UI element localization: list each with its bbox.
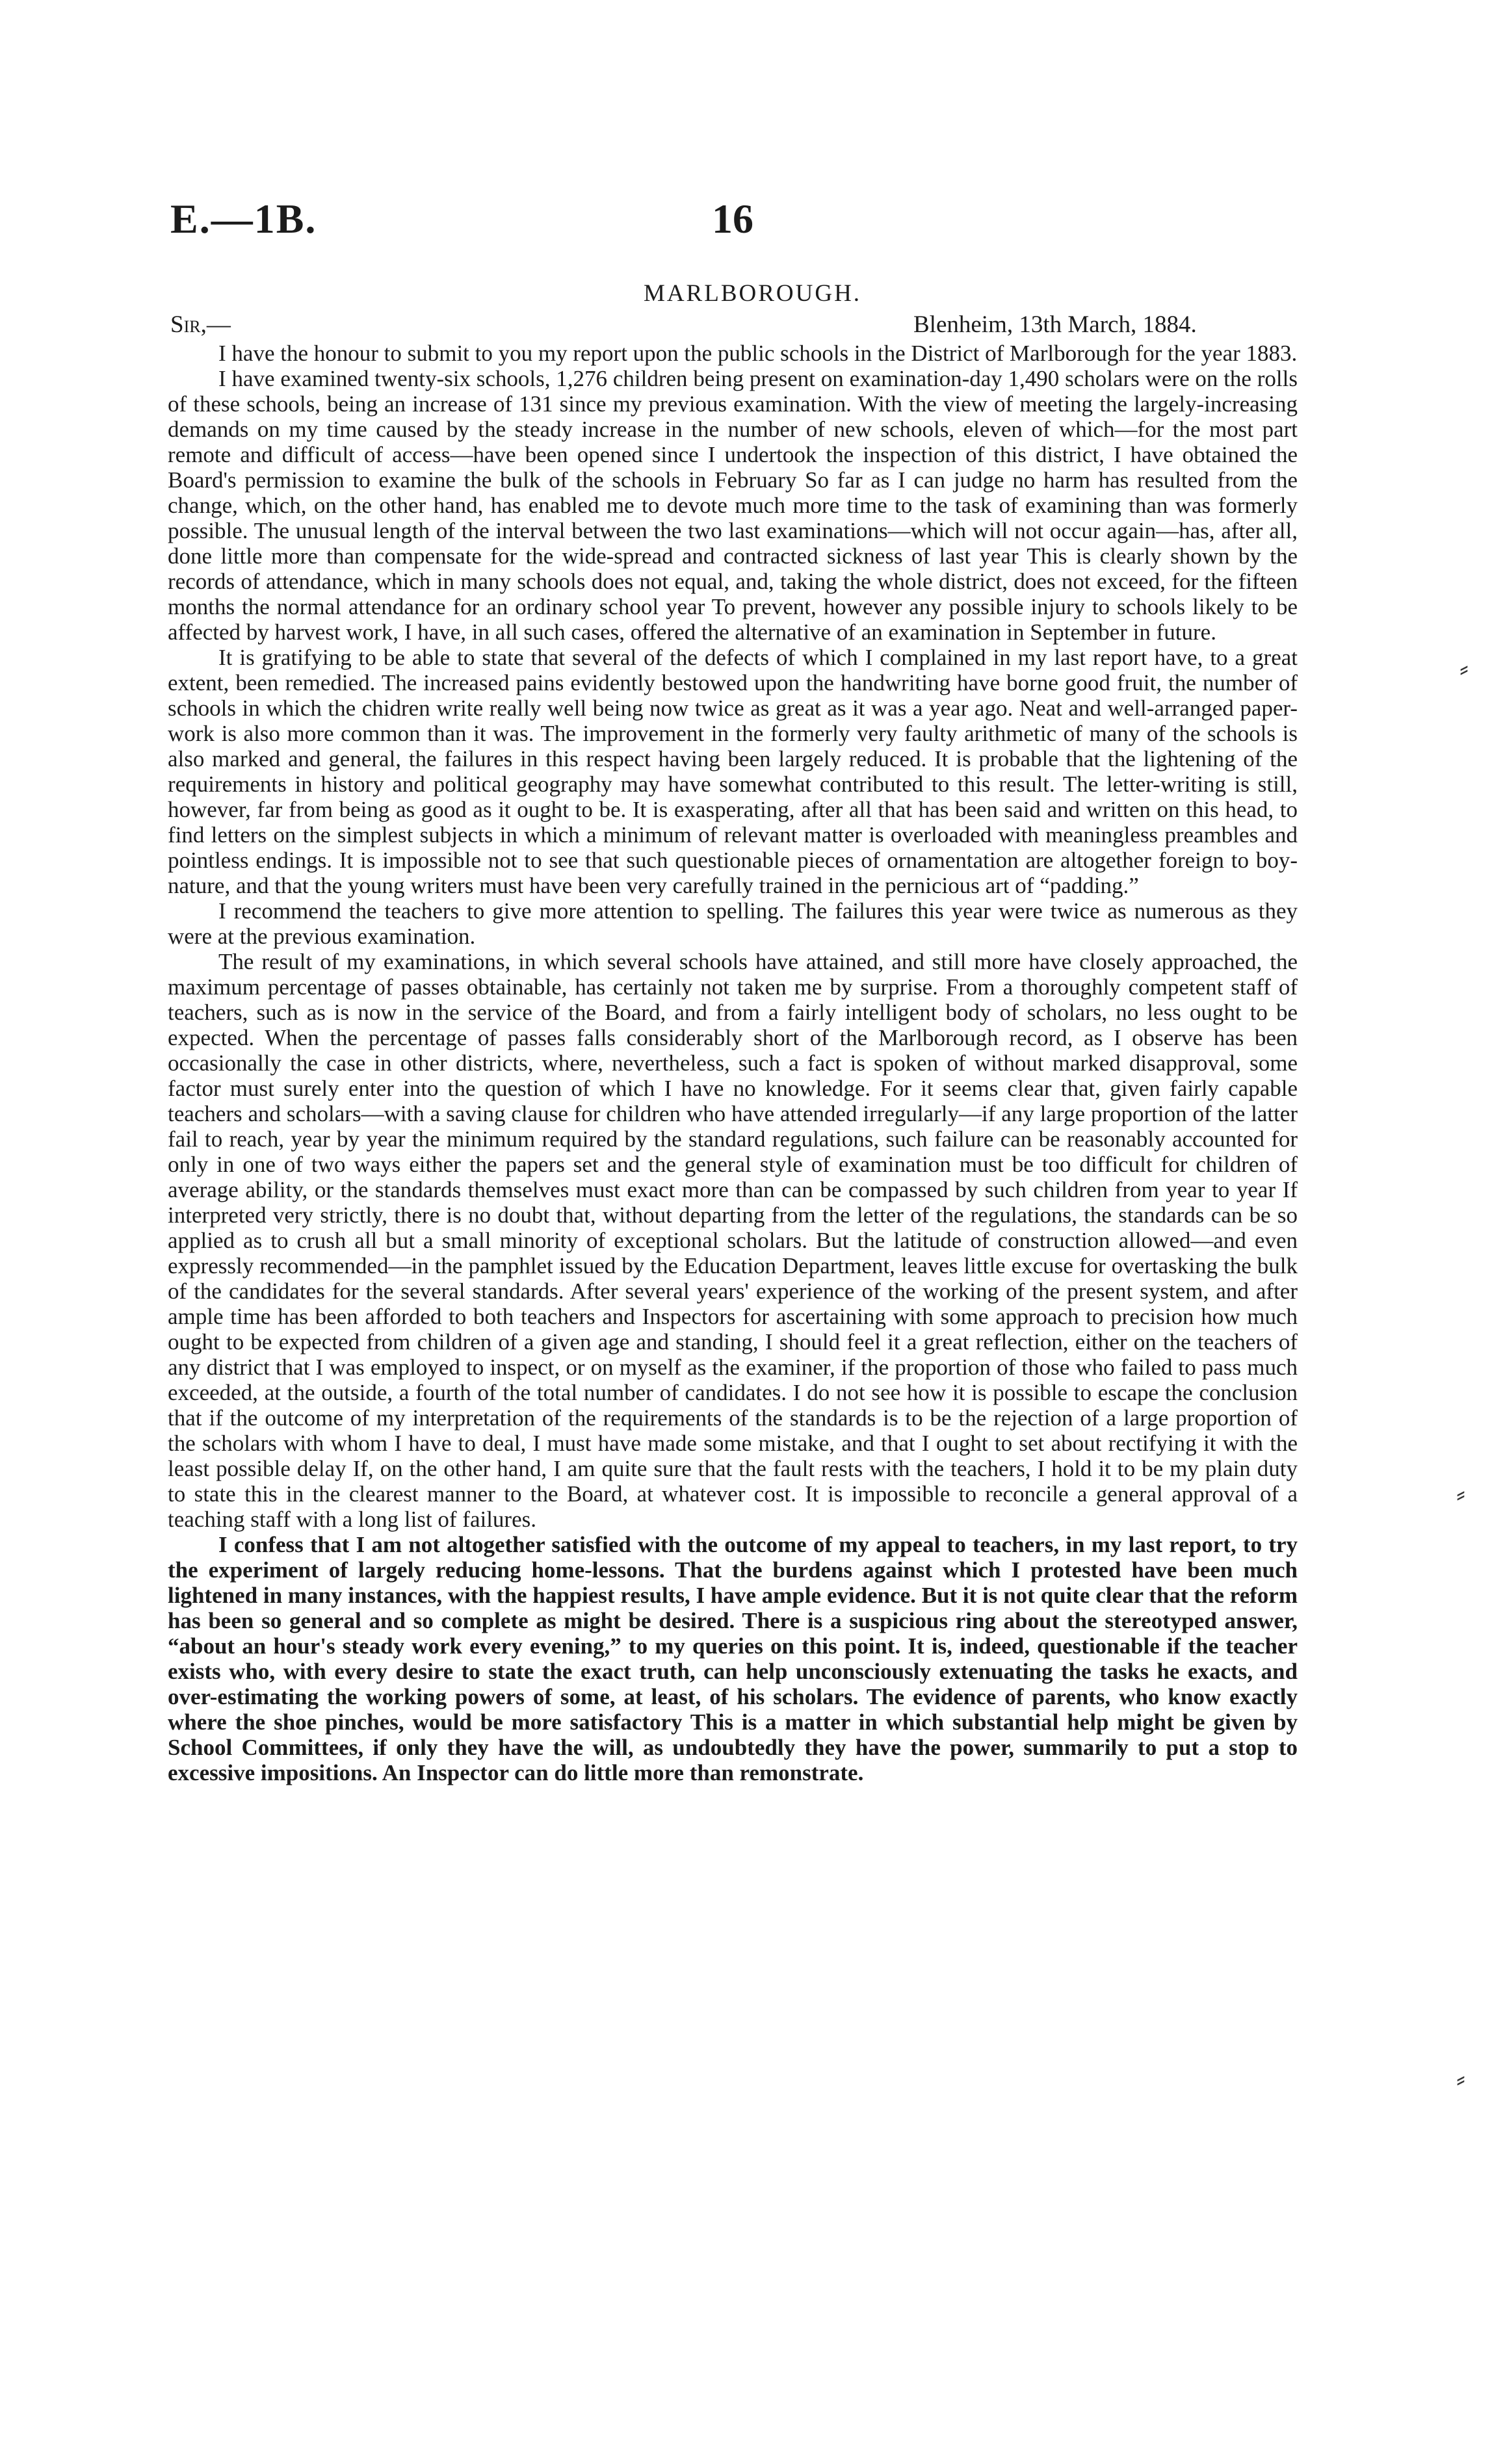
document-reference: E.—1B. xyxy=(170,196,317,242)
page-number: 16 xyxy=(712,196,753,242)
report-body xyxy=(168,341,1298,1785)
paragraph-spelling: I recommend the teachers to give more attention to spelling. The failures this year were twice as numerous as they were at the previous examination. xyxy=(168,898,1298,949)
paragraph-home-lessons: I confess that I am not altogether satisfied with the outcome of my appeal to teachers, in my last report, to try the experiment of largely reducing home-lessons. That the burdens against which I protested have been much lightened in many instances, with the happiest results, I have ample evidence. But it is not quite clear that the reform has been so general and so complete as might be desired. There is a suspicious ring about the stereotyped answer, “about an hour's steady work every evening,” to my queries on this point. It is, indeed, questionable if the teacher exists who, with every desire to state the exact truth, can help unconsciously extenuating the tasks he exacts, and over-estimating the working powers of some, at least, of his scholars. The evidence of parents, who know exactly where the shoe pinches, would be more satisfactory This is a matter in which substantial help might be given by School Committees, if only they have the will, as undoubtedly they have the power, summarily to put a stop to excessive impositions. An Inspector can do little more than remonstrate. xyxy=(168,1532,1298,1785)
margin-mark: ⸗ xyxy=(1459,654,1469,684)
margin-mark: ⸗ xyxy=(1456,1479,1465,1509)
paragraph-defects: It is gratifying to be able to state that several of the defects of which I complained in my last report have, to a great extent, been remedied. The increased pains evidently bestowed upon the handwriting have borne good fruit, the number of schools in which the chidren write really well being now twice as great as it was a year ago. Neat and well-arranged paper-work is also more common than it was. The improvement in the formerly very faulty arithmetic of many of the schools is also marked and general, the failures in this respect having been largely reduced. It is probable that the lightening of the requirements in history and political geography may have somewhat contributed to this result. The letter-writing is still, however, far from being as good as it ought to be. It is exasperating, after all that has been said and written on this head, to find letters on the simplest subjects in which a minimum of relevant matter is overloaded with meaningless preambles and pointless endings. It is impossible not to see that such questionable pieces of ornamentation are altogether foreign to boy-nature, and that the young writers must have been very carefully trained in the pernicious art of “padding.” xyxy=(168,645,1298,898)
paragraph-intro: I have the honour to submit to you my report upon the public schools in the District of Marlborough for the year 1883. xyxy=(218,341,1298,366)
dateline: Blenheim, 13th March, 1884. xyxy=(913,311,1197,338)
salutation: Sir,— xyxy=(170,311,231,338)
page-header xyxy=(0,0,1505,273)
paragraph-results: The result of my examinations, in which several schools have attained, and still more have closely approached, the maximum percentage of passes obtainable, has certainly not taken me by surprise. From a thoroughly competent staff of teachers, such as is now in the service of the Board, and from a fairly intelligent body of scholars, no less ought to be expected. When the percentage of passes falls considerably short of the Marlborough record, as I observe has been occasionally the case in other districts, where, nevertheless, such a fact is spoken of without marked disapproval, some factor must surely enter into the question of which I have no knowledge. For it seems clear that, given fairly capable teachers and scholars—with a saving clause for children who have attended irregularly—if any large proportion of the latter fail to reach, year by year the minimum required by the standard regulations, such failure can be reasonably accounted for only in one of two ways either the papers set and the general style of examination must be too difficult for children of average ability, or the standards themselves must exact more than can be compassed by such children from year to year If interpreted very strictly, there is no doubt that, without departing from the letter of the regulations, the standards can be so applied as to crush all but a small minority of exceptional scholars. But the latitude of construction allowed—and even expressly recommended—in the pamphlet issued by the Education Department, leaves little excuse for overtasking the bulk of the candidates for the several standards. After several years' experience of the working of the present system, and after ample time has been afforded to both teachers and Inspectors for ascertaining with some approach to precision how much ought to be expected from children of a given age and standing, I should feel it a great reflection, either on the teachers of any district that I was employed to inspect, or on myself as the examiner, if the proportion of those who failed to pass much exceeded, at the outside, a fourth of the total number of candidates. I do not see how it is possible to escape the conclusion that if the outcome of my interpretation of the requirements of the standards is to be the rejection of a large proportion of the scholars with whom I have to deal, I must have made some mistake, and that I ought to set about rectifying it with the least possible delay If, on the other hand, I am quite sure that the fault rests with the teachers, I hold it to be my plain duty to state this in the clearest manner to the Board, at whatever cost. It is impossible to reconcile a general approval of a teaching staff with a long list of failures. xyxy=(168,949,1298,1532)
paragraph-examination: I have examined twenty-six schools, 1,276 children being present on examination-day 1,490 scholars were on the rolls of these schools, being an increase of 131 since my previous examination. With the view of meeting the largely-increasing demands on my time caused by the steady increase in the number of new schools, eleven of which—for the most part remote and difficult of access—have been opened since I undertook the inspection of this district, I have obtained the Board's permission to examine the bulk of the schools in February So far as I can judge no harm has resulted from the change, which, on the other hand, has enabled me to devote much more time to the task of examining than was formerly possible. The unusual length of the interval between the two last examinations—which will not occur again—has, after all, done little more than compensate for the wide-spread and contracted sickness of last year This is clearly shown by the records of attendance, which in many schools does not equal, and, taking the whole district, does not exceed, for the fifteen months the normal attendance for an ordinary school year To prevent, however any possible injury to schools likely to be affected by harvest work, I have, in all such cases, offered the alternative of an examination in September in future. xyxy=(168,366,1298,645)
margin-mark: ⸗ xyxy=(1456,2064,1465,2094)
district-title: MARLBOROUGH. xyxy=(643,280,862,307)
